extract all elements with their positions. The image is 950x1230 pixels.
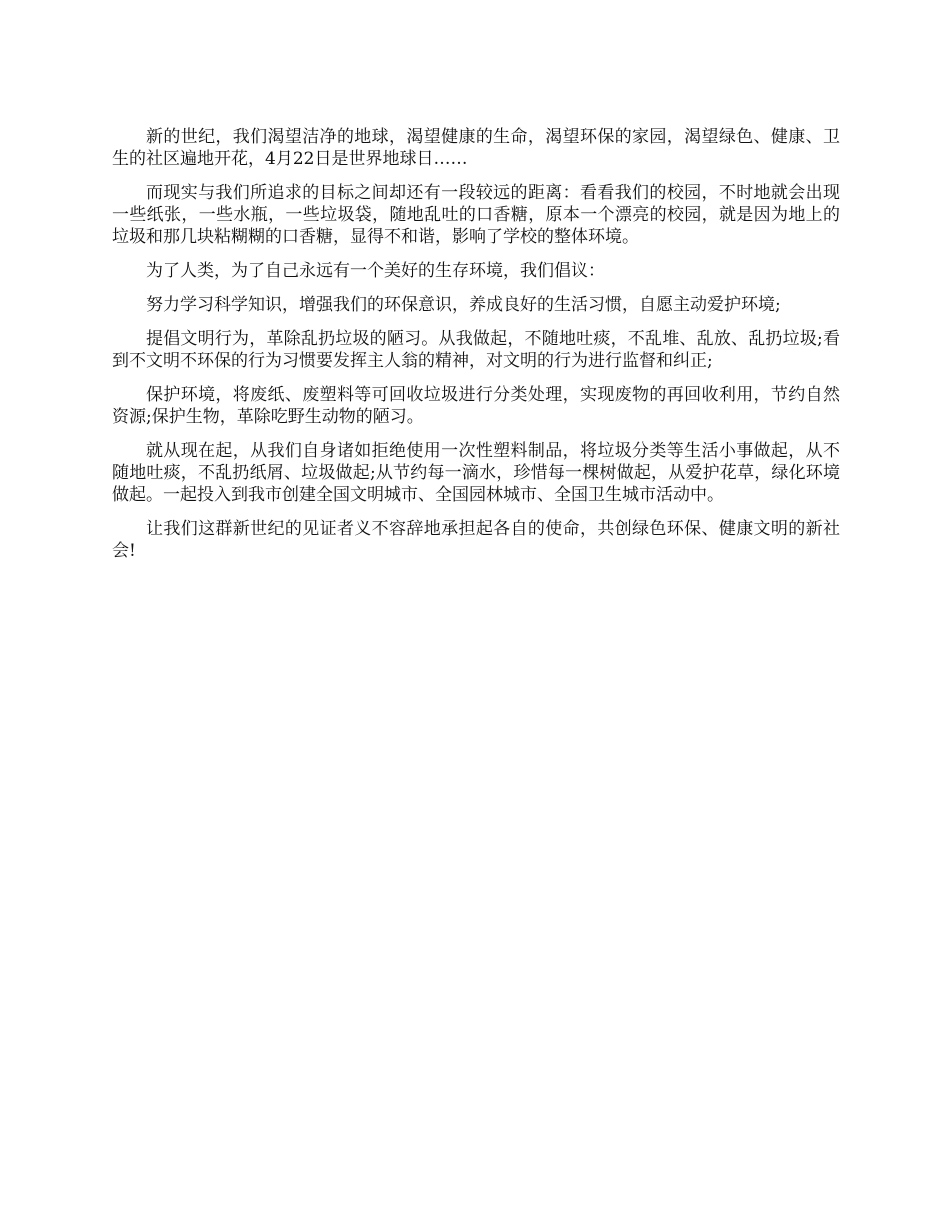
paragraph-learn-science: 努力学习科学知识，增强我们的环保意识，养成良好的生活习惯，自愿主动爱护环境;	[146, 295, 781, 315]
paragraph-start-now: 就从现在起，从我们自身诸如拒绝使用一次性塑料制品，将垃圾分类等生活小事做起，从不随地吐痰，不乱扔纸屑、垃圾做起;从节约每一滴水，珍惜每一棵树做起，从爱护花草，绿化环境做起。一起投入到我市创建全国文明城市、全国园林城市、全国卫生城市活动中。	[112, 441, 840, 505]
paragraph-civilized-behavior: 提倡文明行为，革除乱扔垃圾的陋习。从我做起，不随地吐痰，不乱堆、乱放、乱扔垃圾;看到不文明不环保的行为习惯要发挥主人翁的精神，对文明的行为进行监督和纠正;	[112, 329, 840, 371]
paragraph-protect-environment: 保护环境，将废纸、废塑料等可回收垃圾进行分类处理，实现废物的再回收利用，节约自然资源;保护生物，革除吃野生动物的陋习。	[112, 385, 840, 427]
paragraph-closing: 让我们这群新世纪的见证者义不容辞地承担起各自的使命，共创绿色环保、健康文明的新社会!	[112, 519, 840, 561]
paragraph-campus-problem: 而现实与我们所追求的目标之间却还有一段较远的距离：看看我们的校园，不时地就会出现一些纸张，一些水瓶，一些垃圾袋，随地乱吐的口香糖，原本一个漂亮的校园，就是因为地上的垃圾和那几块粘糊糊的口香糖，显得不和谐，影响了学校的整体环境。	[112, 183, 840, 247]
paragraph-proposal-lead: 为了人类，为了自己永远有一个美好的生存环境，我们倡议：	[146, 261, 605, 281]
document-body	[112, 126, 840, 574]
paragraph-intro: 新的世纪，我们渴望洁净的地球，渴望健康的生命，渴望环保的家园，渴望绿色、健康、卫生的社区遍地开花，4月22日是世界地球日……	[112, 127, 840, 169]
